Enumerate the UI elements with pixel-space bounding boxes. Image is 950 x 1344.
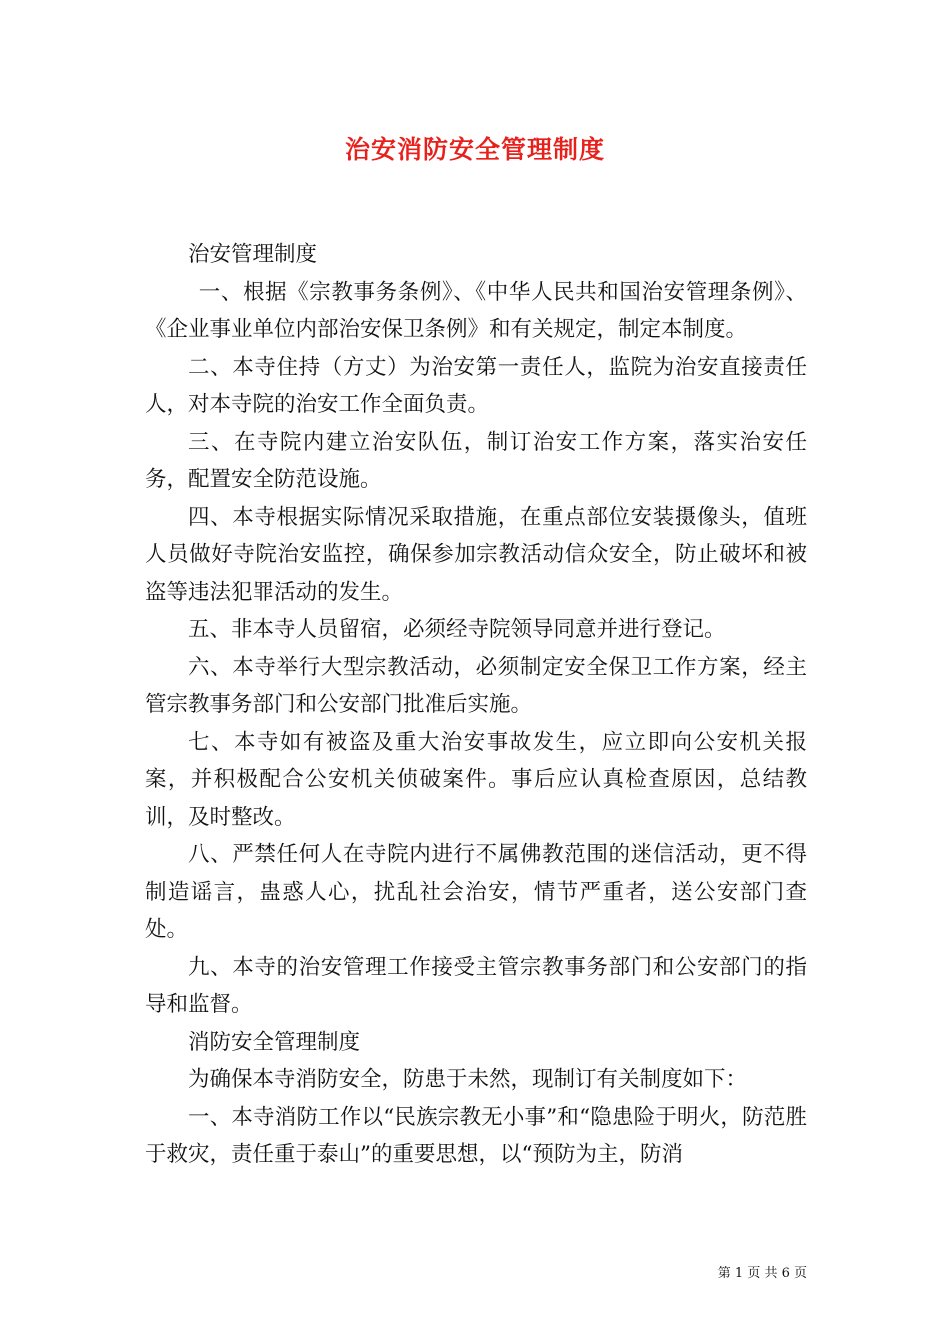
page-number: 第 1 页 共 6 页 [717, 1266, 807, 1281]
paragraph: 四、本寺根据实际情况采取措施，在重点部位安装摄像头，值班人员做好寺院治安监控，确保参加宗教活动信众安全，防止破坏和被盗等违法犯罪活动的发生。 [145, 504, 807, 605]
document-body [145, 236, 807, 1174]
paragraph: 三、在寺院内建立治安队伍，制订治安工作方案，落实治安任务，配置安全防范设施。 [145, 429, 807, 492]
paragraph: 二、本寺住持（方丈）为治安第一责任人，监院为治安直接责任人，对本寺院的治安工作全面负责。 [145, 354, 807, 417]
paragraph: 八、严禁任何人在寺院内进行不属佛教范围的迷信活动，更不得制造谣言，蛊惑人心，扰乱社会治安，情节严重者，送公安部门查处。 [145, 842, 807, 942]
paragraph: 九、本寺的治安管理工作接受主管宗教事务部门和公安部门的指导和监督。 [145, 954, 807, 1017]
paragraph: 六、本寺举行大型宗教活动，必须制定安全保卫工作方案，经主管宗教事务部门和公安部门批准后实施。 [145, 654, 807, 717]
section-heading-fire-safety: 消防安全管理制度 [188, 1029, 361, 1055]
paragraph: 一、本寺消防工作以“民族宗教无小事”和“隐患险于明火，防范胜于救灾，责任重于泰山”的重要思想，以“预防为主，防消 [145, 1104, 807, 1167]
paragraph: 为确保本寺消防安全，防患于未然，现制订有关制度如下： [188, 1067, 748, 1092]
section-heading-security: 治安管理制度 [188, 242, 318, 267]
paragraph: 七、本寺如有被盗及重大治安事故发生，应立即向公安机关报案，并积极配合公安机关侦破案件。事后应认真检查原因，总结教训，及时整改。 [145, 729, 807, 830]
document-title: 治安消防安全管理制度 [344, 135, 605, 164]
paragraph: 五、非本寺人员留宿，必须经寺院领导同意并进行登记。 [188, 617, 726, 642]
paragraph: 一、根据《宗教事务条例》、《中华人民共和国治安管理条例》、《企业事业单位内部治安保卫条例》和有关规定，制定本制度。 [145, 279, 807, 342]
